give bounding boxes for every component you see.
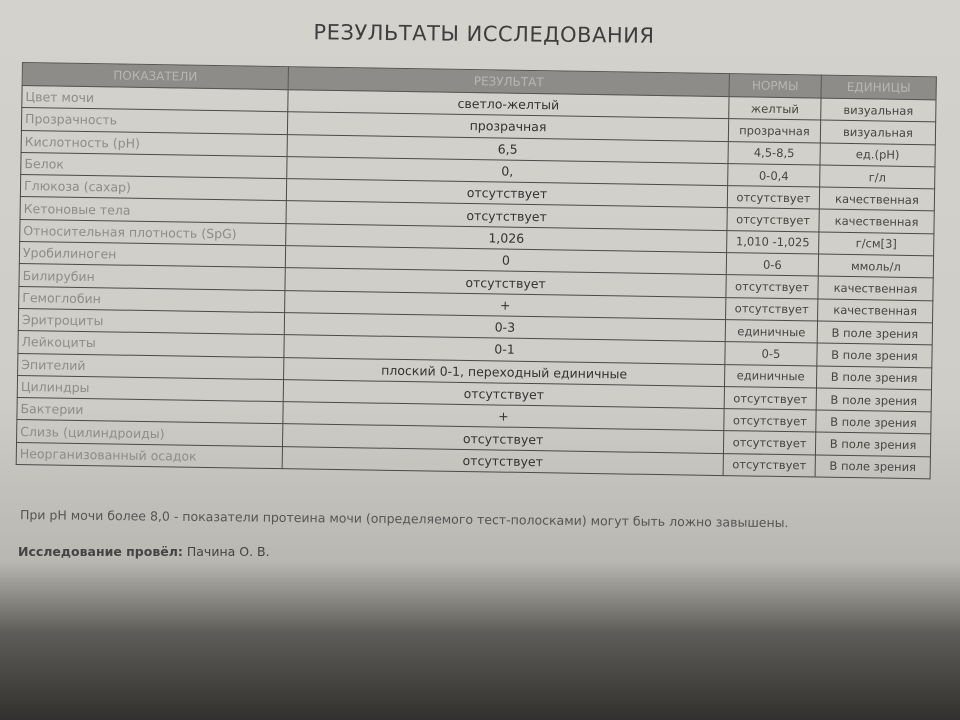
parameter-cell: Кислотность (pH) <box>21 130 287 156</box>
unit-cell: ед.(pH) <box>820 143 935 167</box>
result-cell: прозрачная <box>287 112 728 141</box>
footnote: При pH мочи более 8,0 - показатели протеина мочи (определяемого тест-полосками) могут быть ложно завышены. <box>19 507 789 531</box>
parameter-cell: Относительная плотность (SpG) <box>20 219 286 245</box>
parameter-cell: Гемоглобин <box>19 286 285 312</box>
unit-cell: качественная <box>819 187 934 211</box>
parameter-cell: Билирубин <box>19 264 285 290</box>
parameter-cell: Цвет мочи <box>22 86 288 112</box>
unit-cell: г/л <box>820 165 935 189</box>
norm-cell: 0-5 <box>725 342 817 366</box>
unit-cell: г/см[3] <box>819 232 934 256</box>
parameter-cell: Прозрачность <box>21 108 287 134</box>
norm-cell: отсутствует <box>727 186 819 210</box>
result-cell: 0, <box>287 157 728 186</box>
unit-cell: В поле зрения <box>815 455 930 479</box>
unit-cell: качественная <box>819 210 934 234</box>
norm-cell: 4,5-8,5 <box>728 141 820 165</box>
unit-cell: В поле зрения <box>816 410 931 434</box>
norm-cell: отсутствует <box>724 386 816 410</box>
result-cell: отсутствует <box>283 380 724 409</box>
unit-cell: В поле зрения <box>816 366 931 390</box>
result-cell: 0-1 <box>284 335 725 364</box>
norm-cell: отсутствует <box>724 409 816 433</box>
result-cell: отсутствует <box>282 446 723 475</box>
norm-cell: отсутствует <box>723 453 815 477</box>
column-header-unit: ЕДИНИЦЫ <box>821 75 936 100</box>
norm-cell: отсутствует <box>723 431 815 455</box>
unit-cell: В поле зрения <box>816 388 931 412</box>
parameter-cell: Слизь (цилиндроиды) <box>17 420 283 446</box>
parameter-cell: Глюкоза (сахар) <box>20 175 286 201</box>
norm-cell: отсутствует <box>727 208 819 232</box>
unit-cell: визуальная <box>820 120 935 144</box>
norm-cell: отсутствует <box>726 275 818 299</box>
result-cell: отсутствует <box>285 268 726 297</box>
parameter-cell: Эритроциты <box>18 308 284 334</box>
result-cell: + <box>285 290 726 319</box>
unit-cell: В поле зрения <box>817 343 932 367</box>
report-title: РЕЗУЛЬТАТЫ ИССЛЕДОВАНИЯ <box>313 20 655 48</box>
unit-cell: визуальная <box>821 98 936 122</box>
column-header-parameter: ПОКАЗАТЕЛИ <box>22 63 288 90</box>
column-header-result: РЕЗУЛЬТАТ <box>288 67 729 97</box>
norm-cell: отсутствует <box>726 297 818 321</box>
unit-cell: качественная <box>818 276 933 300</box>
parameter-cell: Лейкоциты <box>18 331 284 357</box>
result-cell: 0 <box>285 246 726 275</box>
result-cell: 1,026 <box>286 223 727 252</box>
result-cell: + <box>283 402 724 431</box>
parameter-cell: Цилиндры <box>17 375 283 401</box>
parameter-cell: Неорганизованный осадок <box>16 442 282 468</box>
unit-cell: ммоль/л <box>818 254 933 278</box>
signature-name: Пачина О. В. <box>186 544 270 559</box>
parameter-cell: Бактерии <box>17 398 283 424</box>
column-header-norm: НОРМЫ <box>729 74 821 98</box>
parameter-cell: Белок <box>21 152 287 178</box>
norm-cell: единичные <box>725 320 817 344</box>
result-cell: отсутствует <box>286 179 727 208</box>
result-cell: 0-3 <box>284 313 725 342</box>
signature-line <box>18 544 270 559</box>
norm-cell: желтый <box>729 97 821 121</box>
norm-cell: 1,010 -1,025 <box>727 230 819 254</box>
parameter-cell: Эпителий <box>18 353 284 379</box>
results-table <box>16 62 937 479</box>
norm-cell: прозрачная <box>728 119 820 143</box>
norm-cell: 0-6 <box>726 253 818 277</box>
unit-cell: В поле зрения <box>815 432 930 456</box>
result-cell: светло-желтый <box>288 90 729 119</box>
parameter-cell: Кетоновые тела <box>20 197 286 223</box>
parameter-cell: Уробилиноген <box>19 242 285 268</box>
result-cell: отсутствует <box>282 424 723 453</box>
norm-cell: единичные <box>724 364 816 388</box>
result-cell: отсутствует <box>286 201 727 230</box>
norm-cell: 0-0,4 <box>728 163 820 187</box>
unit-cell: В поле зрения <box>817 321 932 345</box>
result-cell: 6,5 <box>287 134 728 163</box>
result-cell: плоский 0-1, переходный единичные <box>284 357 725 386</box>
unit-cell: качественная <box>818 299 933 323</box>
signature-label: Исследование провёл: <box>18 544 183 559</box>
